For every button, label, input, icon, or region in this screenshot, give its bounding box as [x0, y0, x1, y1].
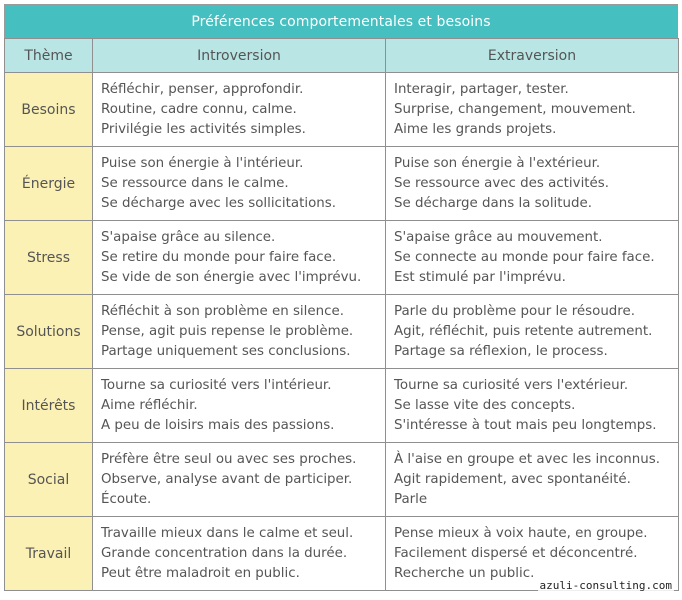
introversion-cell — [93, 369, 386, 443]
preferences-table — [4, 38, 679, 591]
extraversion-line: Est stimulé par l'imprévu. — [394, 269, 566, 285]
table-row — [5, 147, 679, 221]
table-row — [5, 295, 679, 369]
extraversion-line: Parle — [394, 491, 428, 507]
extraversion-line: Interagir, partager, tester. — [394, 81, 569, 97]
table-row — [5, 369, 679, 443]
introversion-line: Puise son énergie à l'intérieur. — [101, 155, 304, 171]
extraversion-line: Agit rapidement, avec spontanéité. — [394, 471, 631, 487]
preferences-table-container — [4, 4, 678, 591]
introversion-cell — [93, 147, 386, 221]
introversion-line: Privilégie les activités simples. — [101, 121, 306, 137]
extraversion-cell — [386, 443, 679, 517]
introversion-line: Tourne sa curiosité vers l'intérieur. — [101, 377, 332, 393]
introversion-line: Se retire du monde pour faire face. — [101, 249, 337, 265]
introversion-line: S'apaise grâce au silence. — [101, 229, 276, 245]
introversion-line: Pense, agit puis repense le problème. — [101, 323, 354, 339]
row-theme: Stress — [5, 221, 93, 295]
extraversion-line: Aime les grands projets. — [394, 121, 557, 137]
extraversion-line: Puise son énergie à l'extérieur. — [394, 155, 601, 171]
introversion-line: Observe, analyse avant de participer. — [101, 471, 353, 487]
introversion-line: A peu de loisirs mais des passions. — [101, 417, 335, 433]
extraversion-line: Partage sa réflexion, le process. — [394, 343, 608, 359]
row-theme: Besoins — [5, 73, 93, 147]
introversion-line: Écoute. — [101, 491, 152, 507]
introversion-line: Se décharge avec les sollicitations. — [101, 195, 336, 211]
introversion-line: Se ressource dans le calme. — [101, 175, 289, 191]
extraversion-cell — [386, 73, 679, 147]
introversion-line: Partage uniquement ses conclusions. — [101, 343, 351, 359]
extraversion-line: Facilement dispersé et déconcentré. — [394, 545, 638, 561]
introversion-line: Grande concentration dans la durée. — [101, 545, 348, 561]
introversion-line: Préfère être seul ou avec ses proches. — [101, 451, 357, 467]
introversion-cell — [93, 517, 386, 591]
introversion-line: Aime réfléchir. — [101, 397, 198, 413]
watermark: azuli-consulting.com — [539, 579, 672, 592]
introversion-line: Routine, cadre connu, calme. — [101, 101, 297, 117]
header-row — [5, 39, 679, 73]
extraversion-line: Se connecte au monde pour faire face. — [394, 249, 655, 265]
table-title: Préférences comportementales et besoins — [4, 4, 678, 38]
extraversion-line: S'apaise grâce au mouvement. — [394, 229, 603, 245]
extraversion-line: Pense mieux à voix haute, en groupe. — [394, 525, 648, 541]
extraversion-line: Agit, réfléchit, puis retente autrement. — [394, 323, 653, 339]
introversion-line: Travaille mieux dans le calme et seul. — [101, 525, 354, 541]
extraversion-line: Surprise, changement, mouvement. — [394, 101, 636, 117]
row-theme: Intérêts — [5, 369, 93, 443]
extraversion-line: Tourne sa curiosité vers l'extérieur. — [394, 377, 629, 393]
introversion-cell — [93, 221, 386, 295]
table-row — [5, 443, 679, 517]
introversion-cell — [93, 443, 386, 517]
introversion-cell — [93, 295, 386, 369]
row-theme: Social — [5, 443, 93, 517]
extraversion-line: Se décharge dans la solitude. — [394, 195, 593, 211]
extraversion-cell — [386, 295, 679, 369]
introversion-line: Réfléchir, penser, approfondir. — [101, 81, 304, 97]
row-theme: Énergie — [5, 147, 93, 221]
row-theme: Solutions — [5, 295, 93, 369]
extraversion-line: À l'aise en groupe et avec les inconnus. — [394, 451, 660, 467]
header-introversion: Introversion — [93, 39, 386, 73]
table-row — [5, 221, 679, 295]
extraversion-line: Se ressource avec des activités. — [394, 175, 610, 191]
extraversion-cell — [386, 369, 679, 443]
extraversion-line: Parle du problème pour le résoudre. — [394, 303, 636, 319]
extraversion-line: Se lasse vite des concepts. — [394, 397, 576, 413]
header-theme: Thème — [5, 39, 93, 73]
introversion-line: Peut être maladroit en public. — [101, 565, 300, 581]
extraversion-cell — [386, 221, 679, 295]
introversion-cell — [93, 73, 386, 147]
row-theme: Travail — [5, 517, 93, 591]
header-extraversion: Extraversion — [386, 39, 679, 73]
introversion-line: Réfléchit à son problème en silence. — [101, 303, 344, 319]
extraversion-line: S'intéresse à tout mais peu longtemps. — [394, 417, 657, 433]
extraversion-line: Recherche un public. — [394, 565, 535, 581]
introversion-line: Se vide de son énergie avec l'imprévu. — [101, 269, 362, 285]
extraversion-cell — [386, 147, 679, 221]
table-row — [5, 73, 679, 147]
